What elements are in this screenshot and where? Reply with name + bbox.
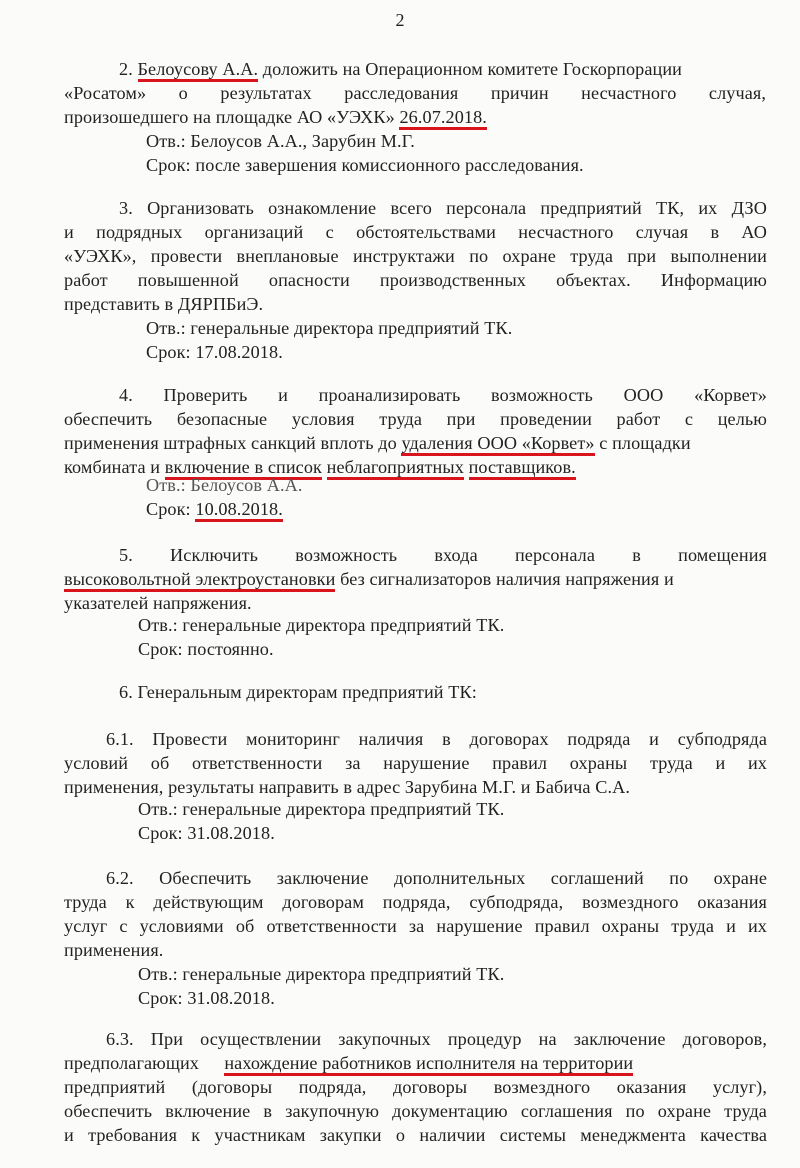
item-2-line-3-text: произошедшего на площадке АО «УЭХК» bbox=[64, 107, 395, 127]
item-4-deadline bbox=[146, 497, 283, 521]
item-3-line-4: работ повышенной опасности производственных объектах. Информацию bbox=[64, 270, 767, 290]
item-5-hv-highlight: высоковольтной электроустановки bbox=[64, 569, 335, 592]
item-6-3-line-2-start: предполагающих bbox=[64, 1053, 199, 1073]
item-3-line-2: и подрядных организаций с обстоятельствами несчастного случая в АО bbox=[64, 222, 767, 242]
item-6-2-deadline: Срок: 31.08.2018. bbox=[138, 988, 275, 1008]
item-5-line-1: 5. Исключить возможность входа персонала в помещения bbox=[119, 545, 767, 565]
item-4-removal-highlight: удаления ООО «Корвет» bbox=[401, 433, 594, 456]
item-6-3-line-1: 6.3. При осуществлении закупочных процедур на заключение договоров, bbox=[106, 1029, 767, 1049]
item-6-1-responsible: Отв.: генеральные директора предприятий ТК. bbox=[138, 799, 505, 819]
item-6-3-line-4: обеспечить включение в закупочную документацию соглашения по охране труда bbox=[64, 1101, 767, 1121]
item-4-unfavorable-highlight: неблагоприятных bbox=[327, 457, 464, 480]
item-2-line-1 bbox=[119, 57, 682, 81]
item-6-3-line-3: предприятий (договоры подряда, договоры возмездного оказания услуг), bbox=[64, 1077, 767, 1097]
item-6-2-responsible: Отв.: генеральные директора предприятий ТК. bbox=[138, 964, 505, 984]
item-2-line-1-text: доложить на Операционном комитете Госкорпорации bbox=[262, 59, 682, 79]
item-2-person-highlight: Белоусову А.А. bbox=[138, 59, 259, 82]
item-2-number: 2. bbox=[119, 59, 133, 79]
item-6-2-line-4: применения. bbox=[64, 940, 164, 960]
item-4-list-highlight: включение в список bbox=[165, 457, 322, 480]
item-6-3-line-2 bbox=[64, 1051, 767, 1075]
item-5-deadline: Срок: постоянно. bbox=[138, 639, 274, 659]
item-4-line-4-start: комбината и bbox=[64, 457, 161, 477]
item-6-1-line-2: условий об ответственности за нарушение правил охраны труда и их bbox=[64, 753, 767, 773]
item-6-2-line-1: 6.2. Обеспечить заключение дополнительных соглашений по охране bbox=[106, 868, 767, 888]
item-3-line-3: «УЭХК», провести внеплановые инструктажи по охране труда при выполнении bbox=[64, 246, 767, 266]
item-3-deadline: Срок: 17.08.2018. bbox=[146, 342, 283, 362]
item-4-line-3-start: применения штрафных санкций вплоть до bbox=[64, 433, 397, 453]
item-3-line-5: представить в ДЯРПБиЭ. bbox=[64, 294, 264, 314]
item-4-line-2: обеспечить безопасные условия труда при проведении работ с целью bbox=[64, 409, 767, 429]
item-3-line-1: 3. Организовать ознакомление всего персонала предприятий ТК, их ДЗО bbox=[119, 198, 767, 218]
item-6-1-deadline: Срок: 31.08.2018. bbox=[138, 823, 275, 843]
item-5-line-2 bbox=[64, 567, 674, 591]
item-4-line-3 bbox=[64, 431, 691, 455]
item-6-heading: 6. Генеральным директорам предприятий ТК: bbox=[119, 682, 477, 702]
item-4-suppliers-highlight: поставщиков. bbox=[469, 457, 576, 480]
item-4-responsible: Отв.: Белоусов А.А. bbox=[146, 475, 303, 495]
item-2-deadline: Срок: после завершения комиссионного расследования. bbox=[146, 155, 584, 175]
item-2-date-highlight: 26.07.2018. bbox=[399, 107, 487, 130]
item-2-line-3 bbox=[64, 105, 487, 129]
item-6-2-line-3: услуг с условиями об ответственности за нарушение правил охраны труда и их bbox=[64, 916, 767, 936]
item-2-responsible: Отв.: Белоусов А.А., Зарубин М.Г. bbox=[146, 131, 415, 151]
item-3-responsible: Отв.: генеральные директора предприятий ТК. bbox=[146, 318, 513, 338]
item-6-2-line-2: труда к действующим договорам подряда, субподряда, возмездного оказания bbox=[64, 892, 767, 912]
item-5-line-3: указателей напряжения. bbox=[64, 593, 252, 613]
item-6-3-territory-highlight: нахождение работников исполнителя на территории bbox=[224, 1053, 633, 1076]
item-6-1-line-1: 6.1. Провести мониторинг наличия в договорах подряда и субподряда bbox=[106, 729, 767, 749]
item-4-line-3-end: с площадки bbox=[599, 433, 691, 453]
item-4-line-4 bbox=[64, 455, 576, 479]
item-4-deadline-label: Срок: bbox=[146, 499, 191, 519]
item-4-line-1: 4. Проверить и проанализировать возможность ООО «Корвет» bbox=[119, 385, 767, 405]
item-2-line-2: «Росатом» о результатах расследования причин несчастного случая, bbox=[64, 83, 766, 103]
item-6-1-line-3: применения, результаты направить в адрес Зарубина М.Г. и Бабича С.А. bbox=[64, 777, 631, 797]
page-number: 2 bbox=[395, 10, 405, 30]
item-4-deadline-date-highlight: 10.08.2018. bbox=[195, 499, 283, 522]
item-6-3-line-5: и требования к участникам закупки о наличии системы менеджмента качества bbox=[64, 1125, 767, 1145]
item-5-responsible: Отв.: генеральные директора предприятий ТК. bbox=[138, 615, 505, 635]
item-5-line-2-rest: без сигнализаторов наличия напряжения и bbox=[340, 569, 674, 589]
